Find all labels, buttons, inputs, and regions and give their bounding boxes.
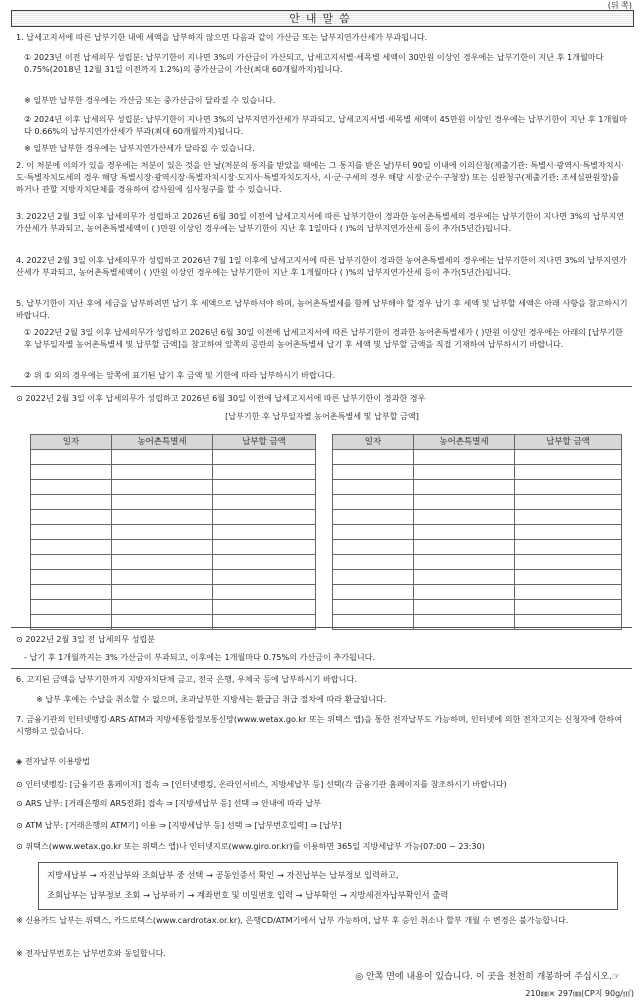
table-cell xyxy=(31,480,112,495)
item-1-2-note: ※ 일부만 납부한 경우에는 납부지연가산세가 달라질 수 있습니다. xyxy=(24,143,255,153)
table-cell xyxy=(112,600,213,615)
old-rule-text: - 납기 후 1개월까지는 3% 가산금이 부과되고, 이후에는 1개월마다 0.75%의 가산금이 추가됩니다. xyxy=(24,652,376,662)
table-row xyxy=(31,570,316,585)
table-row xyxy=(31,465,316,480)
page-side-label: (뒤 쪽) xyxy=(607,1,632,10)
table-cell xyxy=(333,480,414,495)
table-cell xyxy=(414,480,515,495)
col-amount: 납부할 금액 xyxy=(515,435,622,450)
table-cell xyxy=(112,585,213,600)
item-6: 6. 고지된 금액을 납부기한까지 지방자치단체 금고, 전국 은행, 우체국 등에 납부하시기 바랍니다. xyxy=(16,674,357,684)
table-row xyxy=(31,540,316,555)
paper-spec: 210㎜× 297㎜(CP지 90g/㎡) xyxy=(525,989,634,998)
table-cell xyxy=(414,585,515,600)
table-row xyxy=(333,495,622,510)
table-cell xyxy=(414,555,515,570)
item-1: 1. 납세고지서에 따른 납부기한 내에 세액을 납부하지 않으면 다음과 같이 가산금 또는 납부지연가산세가 부과됩니다. xyxy=(16,32,428,42)
table-heading: ⊙ 2022년 2월 3일 이후 납세의무가 성립하고 2026년 6월 30일 이전에 납세고지서에 따른 납부기한이 경과한 경우 xyxy=(16,393,426,403)
table-cell xyxy=(333,495,414,510)
table-cell xyxy=(213,450,316,465)
payment-table-right xyxy=(332,434,622,630)
table-cell xyxy=(333,585,414,600)
table-cell xyxy=(515,600,622,615)
table-cell xyxy=(112,540,213,555)
table-cell xyxy=(112,495,213,510)
table-cell xyxy=(414,495,515,510)
table-row xyxy=(31,525,316,540)
payment-table-left xyxy=(30,434,316,630)
table-cell xyxy=(515,555,622,570)
payment-number-note: ※ 전자납부번호는 납부번호와 동일합니다. xyxy=(16,948,166,958)
item-5: 5. 납부기한이 지난 후에 세금을 납부하려면 납기 후 세액으로 납부하셔야 하며, 농어촌특별세를 함께 납부해야 할 경우 납기 후 세액 및 납부할 세액은 아래 사항을 참고하시기 바랍니다. xyxy=(16,298,628,320)
table-cell xyxy=(333,450,414,465)
table-cell xyxy=(414,600,515,615)
table-cell xyxy=(414,450,515,465)
table-cell xyxy=(31,495,112,510)
table-cell xyxy=(112,570,213,585)
table-cell xyxy=(333,525,414,540)
table-cell xyxy=(515,480,622,495)
page-title: 안내말씀 xyxy=(11,10,634,27)
divider xyxy=(11,668,632,669)
table-cell xyxy=(515,570,622,585)
item-2: 2. 이 처분에 이의가 있을 경우에는 처분이 있은 것을 안 날(처분의 통지를 받았을 때에는 그 통지를 받은 날)부터 90일 이내에 이의신청(제출기관: 특별시·광역시·특별자치시·도·특별자치도세의 경우 해당 특별시장·광역시장·특별자치시장·도지사·특별자치도지사, 시·군·구세의 경우 해당 시장·군수·구청장) 또는 심판청구(제출기관: 조세심판원장)를 하거나 관할 지방자치단체를 경유하여 감사원에 심사청구를 할 수 있습니다. xyxy=(16,160,624,194)
table-cell xyxy=(515,525,622,540)
table-row xyxy=(333,600,622,615)
table-cell xyxy=(333,465,414,480)
table-row xyxy=(31,495,316,510)
table-row xyxy=(333,450,622,465)
table-cell xyxy=(414,525,515,540)
table-cell xyxy=(112,465,213,480)
table-cell xyxy=(112,525,213,540)
table-cell xyxy=(414,540,515,555)
table-row xyxy=(31,555,316,570)
epay-wetax: ⊙ 위택스(www.wetax.go.kr 또는 위택스 앱)나 인터넷지로(www.giro.or.kr)를 이용하면 365일 지방세납부 가능(07:00 ~ 23:30) xyxy=(16,841,485,851)
col-amount: 납부할 금액 xyxy=(213,435,316,450)
item-1-2: ② 2024년 이후 납세의무 성립분: 납부기한이 지나면 3%의 납부지연가산세가 부과되고, 납세고지서별·세목별 세액이 45만원 이상인 경우에는 납부기한이 지난 후 1개월마다 0.66%의 납부지연가산세가 부과(최대 60개월까지)됩니다. xyxy=(24,114,627,136)
open-instruction: ◎ 안쪽 면에 내용이 있습니다. 이 곳을 천천히 개봉하여 주십시오.☞ xyxy=(355,972,620,982)
table-row xyxy=(333,525,622,540)
item-7: 7. 금융기관의 인터넷뱅킹·ARS·ATM과 지방세통합정보통신망(www.wetax.go.kr 또는 위택스 앱)을 통한 전자납부도 가능하며, 인터넷에 의한 전자고지는 신청자에 한하여 시행하고 있습니다. xyxy=(16,714,622,736)
item-1-1: ① 2023년 이전 납세의무 성립분: 납부기한이 지나면 3%의 가산금이 가산되고, 납세고지서별·세목별 세액이 30만원 이상인 경우에는 납부기한이 지난 후 1개월마다 0.75%(2018년 12월 31일 이전까지 1.2%)의 중가산금이 가산(최대 60개월까지)됩니다. xyxy=(24,52,604,74)
table-cell xyxy=(515,585,622,600)
col-date: 일자 xyxy=(333,435,414,450)
table-row xyxy=(333,540,622,555)
table-cell xyxy=(213,600,316,615)
item-6-note: ※ 납부 후에는 수납을 취소할 수 없으며, 초과납부한 지방세는 환급금 취급 절차에 따라 환급됩니다. xyxy=(36,694,387,704)
table-cell xyxy=(213,525,316,540)
item-4: 4. 2022년 2월 3일 이후 납세의무가 성립하고 2026년 7월 1일 이후에 납세고지서에 따른 납부기한이 경과한 농어촌특별세의 경우에는 납부기한이 지나면 3%의 납부지연가산세가 부과되고, 농어촌특별세액이 ( )만원 이상인 경우에는 납부기한이 지난 후 1개월마다 ( )%의 납부지연가산세 등이 추가(5년간)됩니다. xyxy=(16,255,627,277)
table-cell xyxy=(112,450,213,465)
table-row xyxy=(333,570,622,585)
table-cell xyxy=(31,570,112,585)
table-cell xyxy=(333,510,414,525)
table-cell xyxy=(31,600,112,615)
table-row xyxy=(31,585,316,600)
table-cell xyxy=(31,555,112,570)
table-cell xyxy=(333,570,414,585)
table-row xyxy=(333,465,622,480)
old-rule-heading: ⊙ 2022년 2월 3일 전 납세의무 성립분 xyxy=(16,634,156,644)
table-cell xyxy=(515,450,622,465)
table-cell xyxy=(213,570,316,585)
wetax-flow-box xyxy=(38,862,618,910)
table-cell xyxy=(333,540,414,555)
table-cell xyxy=(213,585,316,600)
epay-heading: ◈ 전자납부 이용방법 xyxy=(16,756,90,766)
table-row xyxy=(31,510,316,525)
table-cell xyxy=(515,510,622,525)
table-cell xyxy=(213,480,316,495)
epay-atm: ⊙ ATM 납부: [거래은행의 ATM기] 이용 ⇒ [지방세납부 등] 선택 ⇒ [납부번호입력] ⇒ [납부] xyxy=(16,820,342,830)
table-row xyxy=(333,510,622,525)
epay-ars: ⊙ ARS 납부: [거래은행의 ARS전화] 접속 ⇒ [지방세납부 등] 선택 ⇒ 안내에 따라 납부 xyxy=(16,798,322,808)
table-cell xyxy=(31,510,112,525)
table-cell xyxy=(213,555,316,570)
card-payment-note: ※ 신용카드 납부는 위택스, 카드로택스(www.cardrotax.or.kr), 은행CD/ATM기에서 납부 가능하며, 납부 후 승인 취소나 할부 개월 수 변경은 불가능합니다. xyxy=(16,915,569,925)
table-cell xyxy=(213,465,316,480)
table-cell xyxy=(31,540,112,555)
table-cell xyxy=(333,555,414,570)
flow-line-1: 지방세납부 → 자진납부와 조회납부 중 선택 → 공동인증서 확인 → 자진납부는 납부정보 입력하고, xyxy=(47,870,399,880)
table-row xyxy=(31,600,316,615)
table-cell xyxy=(112,555,213,570)
table-row xyxy=(333,555,622,570)
table-cell xyxy=(31,585,112,600)
epay-internet-banking: ⊙ 인터넷뱅킹: [금융기관 홈페이지] 접속 ⇒ [인터넷뱅킹, 온라인서비스, 지방세납부 등] 선택(각 금융기관 홈페이지를 참조하시기 바랍니다) xyxy=(16,779,507,789)
table-row xyxy=(31,450,316,465)
table-row xyxy=(333,480,622,495)
table-cell xyxy=(31,525,112,540)
item-1-1-note: ※ 일부만 납부한 경우에는 가산금 또는 중가산금이 달라질 수 있습니다. xyxy=(24,95,276,105)
table-cell xyxy=(333,600,414,615)
table-cell xyxy=(414,465,515,480)
table-cell xyxy=(213,540,316,555)
table-cell xyxy=(213,510,316,525)
table-cell xyxy=(414,570,515,585)
item-3: 3. 2022년 2월 3일 이후 납세의무가 성립하고 2026년 6월 30일 이전에 납세고지서에 따른 납부기한이 경과한 농어촌특별세의 경우에는 납부기한이 지나면 3%의 납부지연가산세가 부과되고, 농어촌특별세액이 ( )만원 이상인 경우에는 납부기한이 지난 후 1일마다 ( )%의 납부지연가산세 등이 추가(5년간)됩니다. xyxy=(16,211,625,233)
table-cell xyxy=(515,495,622,510)
col-tax: 농어촌특별세 xyxy=(414,435,515,450)
table-row xyxy=(333,585,622,600)
table-cell xyxy=(515,465,622,480)
table-cell xyxy=(515,540,622,555)
table-cell xyxy=(112,480,213,495)
table-cell xyxy=(213,495,316,510)
item-5-2: ② 위 ① 외의 경우에는 앞쪽에 표기된 납기 후 금액 및 기한에 따라 납부하시기 바랍니다. xyxy=(24,370,336,380)
divider xyxy=(11,386,632,387)
table-cell xyxy=(414,510,515,525)
table-row xyxy=(31,480,316,495)
flow-line-2: 조회납부는 납부정보 조회 → 납부하기 → 계좌번호 및 비밀번호 입력 → 납부확인 → 지방세전자납부확인서 출력 xyxy=(47,890,449,900)
table-cell xyxy=(112,510,213,525)
divider xyxy=(11,627,632,628)
table-cell xyxy=(31,450,112,465)
table-caption: [납부기한 후 납부일자별 농어촌특별세 및 납부할 금액] xyxy=(225,411,419,421)
col-tax: 농어촌특별세 xyxy=(112,435,213,450)
col-date: 일자 xyxy=(31,435,112,450)
item-5-1: ① 2022년 2월 3일 이후 납세의무가 성립하고 2026년 6월 30일 이전에 납세고지서에 따른 납부기한이 경과한 농어촌특별세가 ( )만원 이상인 경우에는 아래의 [납부기한 후 납부일자별 농어촌특별세 및 납부할 금액]을 참고하여 앞쪽의 공란의 농어촌특별세 납기 후 세액 및 납부할 금액을 직접 기재하여 납부하시기 바랍니다. xyxy=(24,327,624,349)
table-cell xyxy=(31,465,112,480)
